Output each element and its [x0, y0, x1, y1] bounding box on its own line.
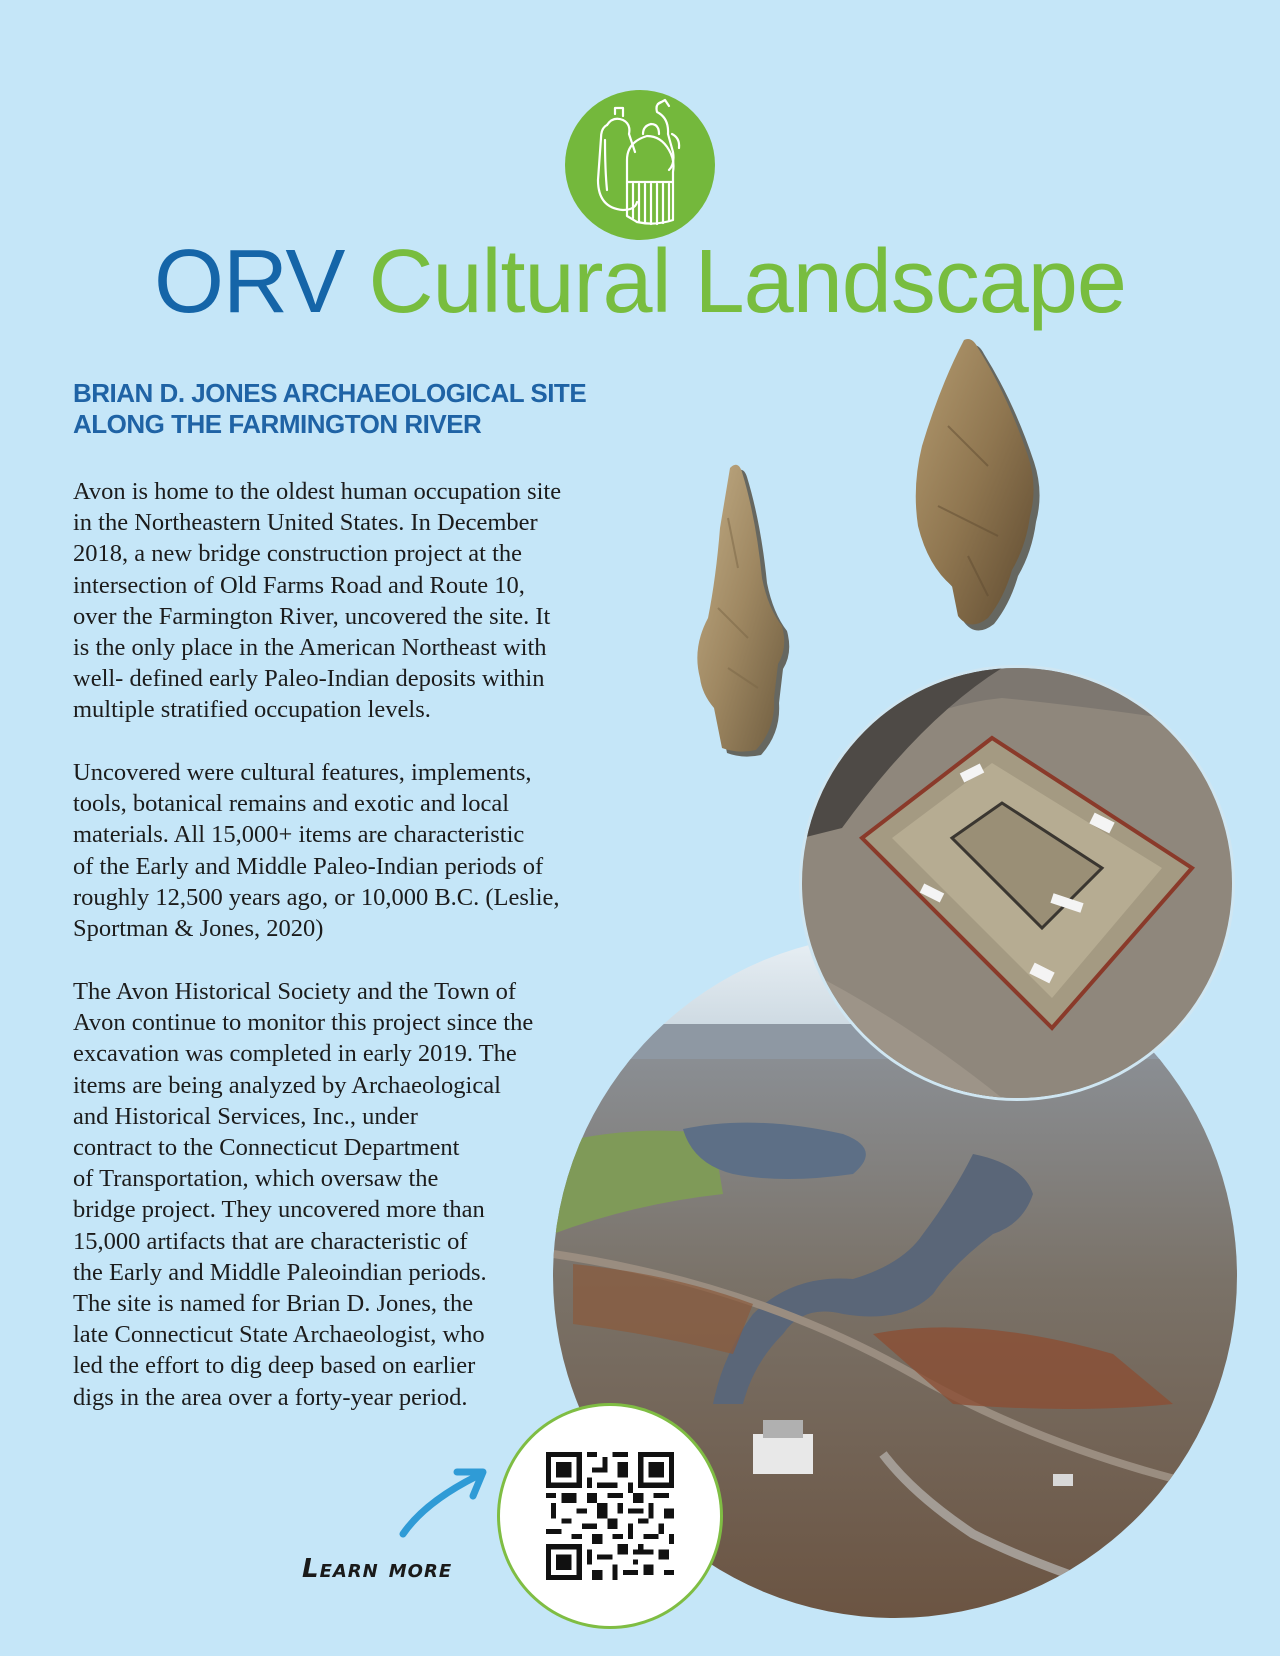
text-line: items are being analyzed by Archaeological [73, 1071, 501, 1099]
qr-code-circle[interactable] [500, 1406, 720, 1626]
text-line: of the Early and Middle Paleo-Indian periods of [73, 852, 544, 880]
arrow-up-right-icon [395, 1462, 495, 1542]
text-line: of Transportation, which oversaw the [73, 1165, 439, 1193]
text-line: Sportman & Jones, 2020) [73, 915, 324, 943]
projectile-point-image [908, 336, 1048, 636]
excavation-site-photo [802, 668, 1232, 1098]
text-line: over the Farmington River, uncovered the site. It [73, 602, 551, 630]
text-line: 15,000 artifacts that are characteristic of [73, 1227, 468, 1255]
text-line: contract to the Connecticut Department [73, 1134, 460, 1162]
pottery-jugs-icon [565, 90, 715, 240]
text-line: Avon continue to monitor this project since the [73, 1009, 534, 1037]
logo-pottery-icon [565, 90, 715, 240]
text-line: Avon is home to the oldest human occupation site [73, 478, 562, 505]
text-line: Uncovered were cultural features, implements, [73, 759, 532, 786]
qr-code-icon[interactable] [546, 1452, 674, 1580]
text-line: and Historical Services, Inc., under [73, 1102, 418, 1130]
text-line: is the only place in the American Northeast with [73, 634, 547, 662]
text-line: tools, botanical remains and exotic and local [73, 790, 510, 818]
text-line: digs in the area over a forty-year period. [73, 1383, 468, 1411]
learn-more-link[interactable]: Learn more [302, 1554, 453, 1584]
paragraph-2 [73, 757, 633, 944]
paragraph-1 [73, 476, 633, 726]
text-line: materials. All 15,000+ items are characteristic [73, 821, 525, 849]
text-line: in the Northeastern United States. In December [73, 509, 538, 537]
title-cultural-landscape: Cultural Landscape [368, 232, 1126, 332]
text-line: bridge project. They uncovered more than [73, 1196, 485, 1224]
text-line: The Avon Historical Society and the Town of [73, 978, 517, 1005]
projectile-point-image [678, 458, 808, 758]
page-title [0, 232, 1280, 332]
text-line: multiple stratified occupation levels. [73, 696, 431, 724]
heading-line: ALONG THE FARMINGTON RIVER [73, 409, 482, 439]
heading-line: BRIAN D. JONES ARCHAEOLOGICAL SITE [73, 378, 587, 408]
title-orv: ORV [154, 232, 345, 332]
text-line: excavation was completed in early 2019. The [73, 1040, 517, 1068]
text-line: roughly 12,500 years ago, or 10,000 B.C. (Leslie, [73, 883, 560, 911]
article-heading [73, 378, 633, 440]
text-line: intersection of Old Farms Road and Route 10, [73, 571, 525, 599]
text-line: late Connecticut State Archaeologist, who [73, 1321, 485, 1349]
text-line: well- defined early Paleo-Indian deposits within [73, 665, 545, 693]
text-line: led the effort to dig deep based on earlier [73, 1352, 476, 1380]
text-line: The site is named for Brian D. Jones, the [73, 1290, 474, 1318]
text-line: 2018, a new bridge construction project at the [73, 540, 523, 568]
text-line: the Early and Middle Paleoindian periods. [73, 1258, 487, 1286]
paragraph-3 [73, 976, 633, 1413]
